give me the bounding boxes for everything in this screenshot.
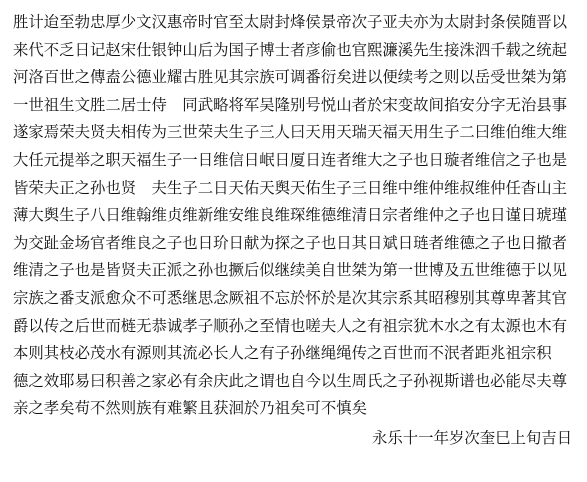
text-line: 一世祖生文胜二居士侍 同武略将军吴隆别号悦山者於宋变故间掐安分字无治县事 <box>13 95 568 114</box>
text-line: 维清之子也是皆贤夫正派之孙也撅后似继续美自世桀为第一世博及五世维德于以见 <box>13 261 568 280</box>
text-line: 宗族之番支派愈众不可悉继思念厥祖不忘於怀於是次其宗系其昭穆别其尊卑著其官 <box>13 288 568 307</box>
text-line: 河洛百世之傳盍公德业耀古胜见其宗族可调番衍矣进以便续考之则以岳受世桀为第 <box>13 68 568 87</box>
text-line: 亲之孝矣苟不然则族有难繁且获洄於乃祖矣可不慎矣 <box>13 399 367 418</box>
text-line: 爵以传之后世而梿无恭诚孝子顺孙之至情也嗟夫人之有祖宗犹木水之有太源也木有 <box>13 316 568 335</box>
text-line: 来代不乏日记赵宋仕银钟山后为国子博士者彦偷也官熙濂溪先生接洙泗千载之统起 <box>13 40 568 59</box>
document-body <box>13 9 581 423</box>
text-line: 遂家焉荣夫贤夫相传为三世荣夫生子三人曰天用天瑞天福天用生子二曰维伯维大维 <box>13 123 568 142</box>
text-line: 本则其枝必茂水有源则其流必长人之有子孙继绳绳传之百世而不泯者距兆祖宗积 <box>13 344 552 363</box>
text-line: 皆荣夫正之孙也贤 夫生子二日天佑天舆天佑生子三日维中维仲维叔维仲任杳山主 <box>13 178 568 197</box>
date-line: 永乐十一年岁次奎巳上旬吉日 <box>372 429 573 447</box>
text-line: 薄大舆生子八日维翰维贞维新维安维良维琛维德维清日宗者维仲之子也日谨日琥瑾 <box>13 206 568 225</box>
text-line: 德之效耶易曰积善之家必有余庆此之谓也自今以生周氏之子孙视斯谱也必能尽夫尊 <box>13 371 568 390</box>
text-line: 胜计迨至勃忠厚少文汉惠帝时官至太尉封烽侯景帝次子亚夫亦为太尉封条侯随晋以 <box>13 13 568 31</box>
text-line: 大任元提举之职天福生子一日维信日岷日厦日连者维大之子也日璇者维信之子也是 <box>13 150 568 169</box>
text-line: 为交趾金场官者维良之子也日玠日献为探之子也日其日斌日琏者维德之子也日撤者 <box>13 233 568 252</box>
